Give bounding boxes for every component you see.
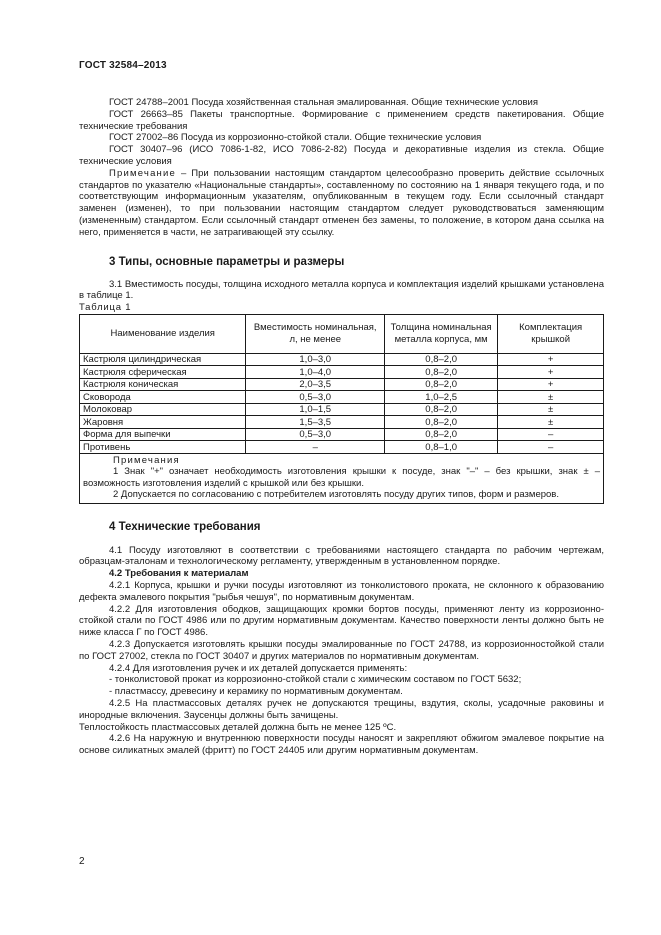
table-row: [80, 391, 604, 404]
cell-capacity: 1,5–3,5: [246, 416, 385, 429]
cell-name: Сковорода: [80, 391, 246, 404]
cell-capacity: 0,5–3,0: [246, 428, 385, 441]
cell-thickness: 0,8–2,0: [385, 366, 498, 379]
paragraph-4-2-2: 4.2.2 Для изготовления ободков, защищающих кромки бортов посуды, применяют ленту из коррозионно-стойкой стали по ГОСТ 4986 или по другим нормативным документам. Качество поверхности ленты должно быть не ниже класса Г по ГОСТ 4986.: [79, 603, 604, 639]
cell-thickness: 0,8–2,0: [385, 403, 498, 416]
cell-lid: ±: [498, 403, 604, 416]
note-label: Примечание: [109, 167, 176, 179]
table-row: [80, 416, 604, 429]
cell-lid: –: [498, 441, 604, 454]
cell-lid: –: [498, 428, 604, 441]
page-content: [79, 97, 604, 757]
cell-thickness: 0,8–2,0: [385, 416, 498, 429]
paragraph-4-2-5-heat: Теплостойкость пластмассовых деталей должна быть не менее 125 ºС.: [79, 721, 397, 733]
cell-thickness: 0,8–2,0: [385, 353, 498, 366]
paragraph-3-1: 3.1 Вместимость посуды, толщина исходного металла корпуса и комплектация изделий крышками установлена в таблице 1.: [79, 278, 604, 302]
cell-lid: ±: [498, 391, 604, 404]
table-header-row: [80, 314, 604, 353]
cell-capacity: 1,0–3,0: [246, 353, 385, 366]
list-item-4-2-4-a: - тонколистовой прокат из коррозионно-стойкой стали с химическим составом по ГОСТ 5632;: [109, 674, 522, 686]
cell-name: Кастрюля цилиндрическая: [80, 353, 246, 366]
cell-lid: ±: [498, 416, 604, 429]
cell-name: Кастрюля коническая: [80, 378, 246, 391]
cell-thickness: 0,8–2,0: [385, 428, 498, 441]
ref-gost-30407: ГОСТ 30407–96 (ИСО 7086-1-82, ИСО 7086-2-82) Посуда и декоративные изделия из стекла. Общие технические условия: [79, 144, 604, 167]
table-note-2: 2 Допускается по согласованию с потребителем изготовлять посуду других типов, форм и размеров.: [113, 489, 559, 501]
col-header-thickness: Толщина номинальная металла корпуса, мм: [385, 314, 498, 353]
table-row: [80, 353, 604, 366]
document-header: ГОСТ 32584–2013: [79, 60, 167, 71]
cell-capacity: –: [246, 441, 385, 454]
paragraph-4-2-6: 4.2.6 На наружную и внутреннюю поверхности посуды наносят и закрепляют обжигом эмалевое покрытие на основе силикатных эмалей (фритт) по ГОСТ 24405 или другим нормативным документам.: [79, 733, 604, 757]
col-header-lid: Комплектация крышкой: [498, 314, 604, 353]
ref-gost-26663: ГОСТ 26663–85 Пакеты транспортные. Формирование с применением средств пакетирования. Общие технические требования: [79, 108, 604, 132]
table-row: [80, 403, 604, 416]
cell-thickness: 0,8–1,0: [385, 441, 498, 454]
cell-capacity: 1,0–4,0: [246, 366, 385, 379]
table-row: [80, 378, 604, 391]
cell-lid: +: [498, 366, 604, 379]
ref-gost-27002: ГОСТ 27002–86 Посуда из коррозионно-стойкой стали. Общие технические условия: [109, 132, 482, 144]
paragraph-4-2-3: 4.2.3 Допускается изготовлять крышки посуды эмалированные по ГОСТ 24788, из коррозионностойкой стали по ГОСТ 27002, стекла по ГОСТ 30407 и других материалов по нормативным документам.: [79, 638, 604, 662]
references-note: [79, 168, 604, 239]
notes-title: Примечания: [113, 454, 180, 466]
table-row: [80, 428, 604, 441]
table-notes-row: [80, 453, 604, 503]
page-number: 2: [79, 856, 85, 867]
subsection-4-2-title: 4.2 Требования к материалам: [109, 568, 249, 580]
paragraph-4-1: 4.1 Посуду изготовляют в соответствии с требованиями настоящего стандарта по рабочим чертежам, образцам-эталонам и технологическому регламенту, утвержденным в установленном порядке.: [79, 544, 604, 568]
cell-thickness: 1,0–2,5: [385, 391, 498, 404]
cell-lid: +: [498, 378, 604, 391]
table-1: [79, 314, 604, 504]
col-header-capacity: Вместимость номинальная, л, не менее: [246, 314, 385, 353]
list-item-4-2-4-b: - пластмассу, древесину и керамику по нормативным документам.: [109, 686, 403, 698]
cell-name: Молоковар: [80, 403, 246, 416]
cell-capacity: 1,0–1,5: [246, 403, 385, 416]
table-row: [80, 366, 604, 379]
table-note-1: 1 Знак "+" означает необходимость изготовления крышки к посуде, знак "–" – без крышки, знак ± – возможность изготовления изделий с крышкой или без крышки.: [83, 466, 600, 489]
table-notes: [80, 453, 604, 503]
cell-name: Противень: [80, 441, 246, 454]
section-4-title: 4 Технические требования: [109, 520, 261, 533]
table-caption: Таблица 1: [79, 302, 132, 314]
paragraph-4-2-5: 4.2.5 На пластмассовых деталях ручек не допускаются трещины, вздутия, сколы, усадочные раковины и инородные включения. Заусенцы должны быть зачищены.: [79, 697, 604, 721]
cell-capacity: 0,5–3,0: [246, 391, 385, 404]
cell-thickness: 0,8–2,0: [385, 378, 498, 391]
cell-name: Кастрюля сферическая: [80, 366, 246, 379]
paragraph-4-2-4: 4.2.4 Для изготовления ручек и их деталей допускается применять:: [109, 662, 408, 674]
cell-name: Форма для выпечки: [80, 428, 246, 441]
section-3-title: 3 Типы, основные параметры и размеры: [109, 255, 345, 268]
note-text: – При пользовании настоящим стандартом целесообразно проверить действие ссылочных стандартов по указателю «Национальные стандарты», составленному по состоянию на 1 января текущего года, и по соответствующим информационным указателям, опубликованным в текущем году. Если ссылочный стандарт заменен (изменен), то при пользовании настоящим стандартом следует руководствоваться заменяющим (измененным) стандартом. Если ссылочный стандарт отменен без замены, то положение, в котором дана ссылка на него, применяется в части, не затрагивающей эту ссылку.: [79, 167, 604, 238]
ref-gost-24788: ГОСТ 24788–2001 Посуда хозяйственная стальная эмалированная. Общие технические условия: [109, 97, 539, 108]
paragraph-4-2-1: 4.2.1 Корпуса, крышки и ручки посуды изготовляют из тонколистового проката, не склонного к образованию дефекта эмалевого покрытия "рыбья чешуя", по нормативным документам.: [79, 579, 604, 603]
table-row: [80, 441, 604, 454]
cell-capacity: 2,0–3,5: [246, 378, 385, 391]
cell-lid: +: [498, 353, 604, 366]
cell-name: Жаровня: [80, 416, 246, 429]
col-header-name: Наименование изделия: [80, 314, 246, 353]
